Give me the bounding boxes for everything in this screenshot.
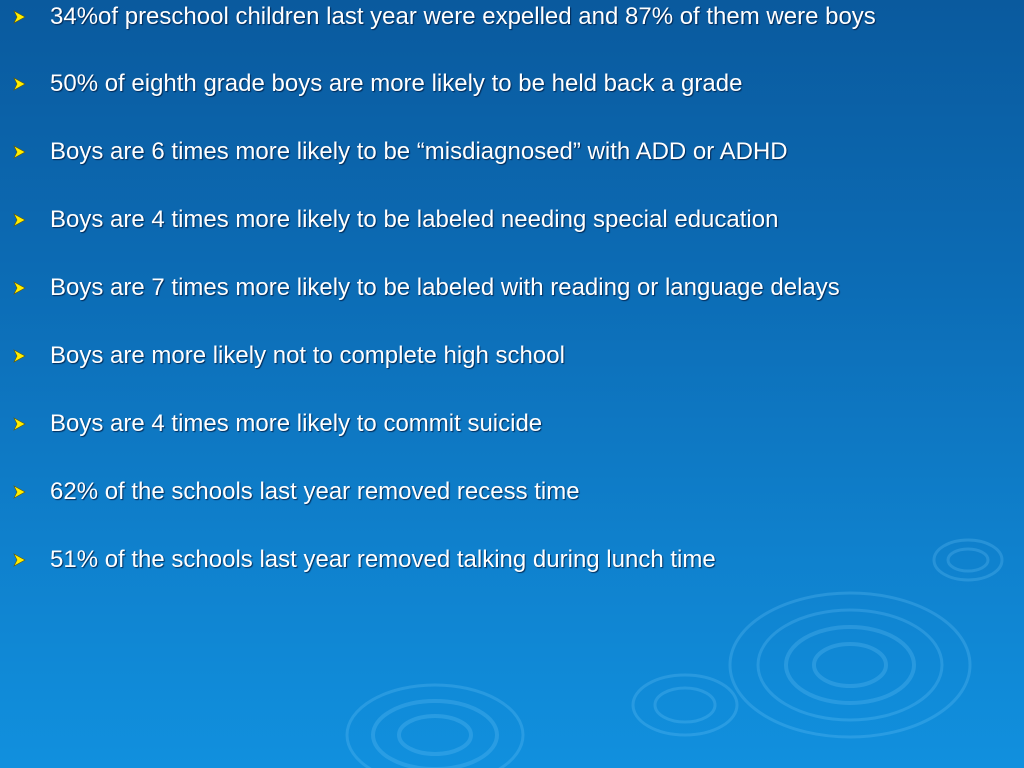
arrowhead-bullet-icon <box>12 77 26 91</box>
bullet-text: Boys are 6 times more likely to be “misdiagnosed” with ADD or ADHD <box>50 138 788 165</box>
bullet-text: Boys are 4 times more likely to commit suicide <box>50 410 543 437</box>
bullet-item <box>12 70 1012 97</box>
bullet-item <box>12 138 1012 165</box>
bullet-item <box>12 546 1012 573</box>
bullet-text: Boys are 7 times more likely to be labeled with reading or language delays <box>50 274 840 301</box>
bullet-text: 50% of eighth grade boys are more likely to be held back a grade <box>50 70 743 97</box>
bullet-item <box>12 3 1012 30</box>
bullet-item <box>12 342 1012 369</box>
bullet-item <box>12 206 1012 233</box>
arrowhead-bullet-icon <box>12 281 26 295</box>
arrowhead-bullet-icon <box>12 10 26 24</box>
bullet-text: 51% of the schools last year removed talking during lunch time <box>50 546 716 573</box>
arrowhead-bullet-icon <box>12 485 26 499</box>
bullet-item <box>12 410 1012 437</box>
arrowhead-bullet-icon <box>12 213 26 227</box>
bullet-text: Boys are 4 times more likely to be labeled needing special education <box>50 206 779 233</box>
bullet-text: Boys are more likely not to complete high school <box>50 342 565 369</box>
bullet-list <box>12 3 1012 614</box>
arrowhead-bullet-icon <box>12 553 26 567</box>
arrowhead-bullet-icon <box>12 349 26 363</box>
bullet-text: 34%of preschool children last year were expelled and 87% of them were boys <box>50 3 876 30</box>
bullet-item <box>12 478 1012 505</box>
arrowhead-bullet-icon <box>12 417 26 431</box>
bullet-text: 62% of the schools last year removed recess time <box>50 478 580 505</box>
bullet-item <box>12 274 1012 301</box>
arrowhead-bullet-icon <box>12 145 26 159</box>
